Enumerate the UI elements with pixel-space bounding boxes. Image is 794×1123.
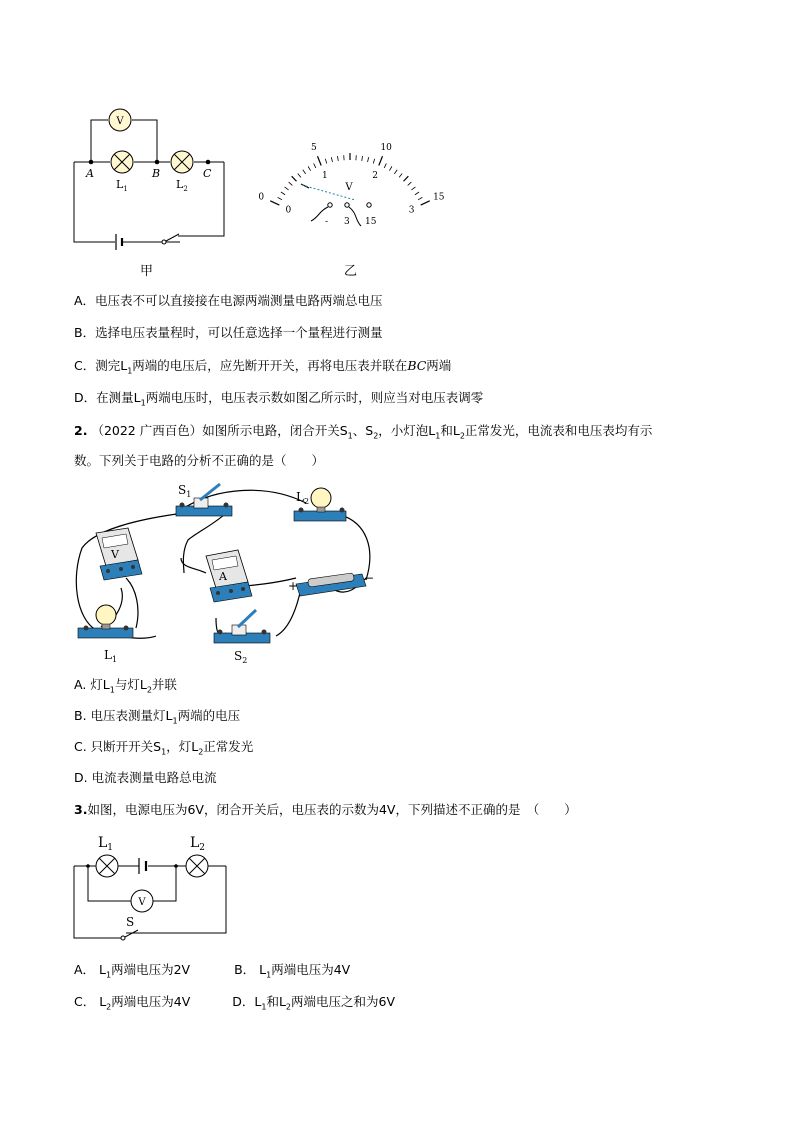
q1-option-a: A．电压表不可以直接接在电源两端测量电路两端总电压 bbox=[74, 293, 383, 308]
svg-text:V: V bbox=[111, 548, 119, 561]
svg-text:S: S bbox=[126, 915, 135, 929]
svg-text:S1: $S_1$ bbox=[178, 483, 192, 499]
dial-tick bbox=[289, 182, 293, 185]
dial-tick bbox=[292, 176, 297, 181]
dial-tick bbox=[389, 166, 392, 170]
dial-bottom-label: 3 bbox=[408, 205, 415, 216]
dial-tick bbox=[415, 192, 419, 195]
dial-tick bbox=[394, 170, 397, 174]
figure-jia-caption: 甲 bbox=[140, 264, 154, 279]
svg-text:C: C bbox=[203, 167, 212, 180]
q3-option-c: C． $L_2$两端电压为4V bbox=[74, 994, 191, 1012]
switch-icon bbox=[166, 234, 179, 241]
q1-option-d: D．在测量$L_1$两端电压时，电压表示数如图乙所示时，则应当对电压表调零 bbox=[74, 390, 484, 408]
svg-text:V: V bbox=[138, 897, 146, 908]
dial-tick bbox=[384, 163, 386, 167]
svg-text:-: - bbox=[325, 217, 329, 227]
q2-option-a: A. 灯$L_1$与灯$L_2$并联 bbox=[74, 677, 177, 695]
dial-tick bbox=[404, 176, 409, 181]
dial-tick bbox=[325, 159, 326, 164]
switch-s2-icon bbox=[214, 610, 270, 643]
voltmeter-dial bbox=[258, 120, 445, 240]
dial-tick bbox=[421, 201, 430, 205]
ammeter-device-icon bbox=[206, 550, 252, 602]
q1-option-b: B．选择电压表量程时，可以任意选择一个量程进行测量 bbox=[74, 325, 383, 340]
dial-tick bbox=[411, 187, 415, 190]
svg-text:V: V bbox=[116, 116, 124, 127]
svg-text:S2: $S_2$ bbox=[234, 649, 248, 665]
dial-tick bbox=[318, 156, 322, 165]
dial-tick bbox=[408, 182, 412, 185]
svg-text:L1: $L_1$ bbox=[98, 835, 114, 853]
dial-tick bbox=[418, 197, 422, 199]
q2-stem-line2: 数。下列关于电路的分析不正确的是（ ） bbox=[74, 453, 325, 468]
dial-top-label: 15 bbox=[433, 192, 445, 203]
lamp-icon bbox=[111, 151, 133, 173]
dial-bottom-label: 2 bbox=[372, 170, 378, 181]
figure-yi-caption: 乙 bbox=[344, 264, 358, 279]
svg-text:A: A bbox=[86, 167, 94, 180]
svg-text:A: A bbox=[219, 570, 227, 583]
q2-option-d: D. 电流表测量电路总电流 bbox=[74, 770, 217, 785]
q3-option-a: A． $L_1$两端电压为2V bbox=[74, 962, 191, 980]
q3-stem: 3.如图，电源电压为6V，闭合开关后，电压表的示数为4V，下列描述不正确的是 （ ） bbox=[74, 802, 577, 817]
svg-text:−: − bbox=[364, 571, 375, 585]
dial-tick bbox=[270, 201, 279, 205]
q2-stem-line1: 2. （2022 广西百色）如图所示电路，闭合开关$S_1$、$S_2$，小灯泡$L_1$和$L_2$正常发光，电流表和电压表均有示 bbox=[74, 423, 653, 441]
dial-unit: V bbox=[345, 182, 353, 193]
voltmeter-device-icon bbox=[96, 528, 142, 580]
q2-option-c: C. 只断开开关$S_1$，灯$L_2$正常发光 bbox=[74, 739, 254, 757]
svg-text:L2: $L_2$ bbox=[190, 835, 206, 853]
dial-top-label: 0 bbox=[258, 192, 265, 203]
q3-option-d: D．$L_1$和$L_2$两端电压之和为6V bbox=[232, 994, 396, 1012]
dial-tick bbox=[314, 163, 316, 167]
q3-options-ab bbox=[74, 961, 350, 985]
q3-option-b: B． $L_1$两端电压为4V bbox=[234, 962, 351, 980]
dial-tick bbox=[399, 173, 402, 177]
dial-top-label: 5 bbox=[310, 142, 317, 153]
figure-jia-circuit bbox=[60, 95, 240, 255]
svg-text:L2: $L_2$ bbox=[176, 178, 188, 193]
q1-option-c: C．测完$L_1$两端的电压后，应先断开开关，再将电压表并联在BC两端 bbox=[74, 358, 452, 376]
dial-tick bbox=[278, 197, 282, 199]
dial-tick bbox=[362, 156, 363, 161]
q3-options-cd bbox=[74, 993, 395, 1017]
q2-option-b: B. 电压表测量灯$L_1$两端的电压 bbox=[74, 708, 241, 726]
dial-tick bbox=[331, 157, 332, 162]
dial-tick bbox=[281, 192, 285, 195]
svg-text:15: 15 bbox=[365, 217, 377, 227]
lamp-icon bbox=[171, 151, 193, 173]
svg-text:+: + bbox=[288, 579, 299, 593]
dial-tick bbox=[368, 157, 369, 162]
dial-bottom-label: 0 bbox=[285, 205, 292, 216]
dial-tick bbox=[303, 170, 306, 174]
svg-text:B: B bbox=[152, 167, 161, 180]
battery-holder-icon bbox=[296, 573, 366, 596]
q3-circuit-figure bbox=[66, 828, 236, 946]
q2-circuit-figure bbox=[66, 478, 386, 668]
svg-text:L1: $L_1$ bbox=[104, 648, 118, 664]
dial-tick bbox=[337, 156, 338, 161]
dial-bottom-label: 1 bbox=[322, 170, 328, 181]
dial-tick bbox=[308, 166, 311, 170]
dial-top-label: 10 bbox=[380, 142, 392, 153]
dial-tick bbox=[373, 159, 374, 164]
dial-tick bbox=[298, 173, 301, 177]
svg-text:L1: $L_1$ bbox=[116, 178, 128, 193]
svg-text:L2: $L_2$ bbox=[296, 490, 310, 506]
dial-tick bbox=[285, 187, 289, 190]
dial-tick bbox=[379, 156, 383, 165]
svg-text:3: 3 bbox=[344, 217, 350, 227]
